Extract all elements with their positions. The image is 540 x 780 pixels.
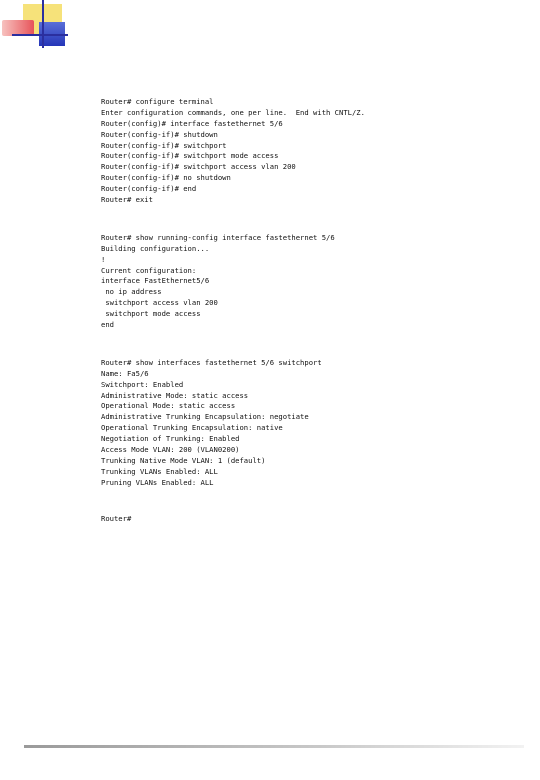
terminal-line: Current configuration:	[101, 265, 197, 275]
terminal-line: Trunking VLANs Enabled: ALL	[101, 466, 218, 476]
terminal-line: end	[101, 320, 114, 330]
terminal-line: interface FastEthernet5/6	[101, 276, 210, 286]
terminal-line: Pruning VLANs Enabled: ALL	[101, 477, 214, 487]
terminal-line: Operational Trunking Encapsulation: native	[101, 423, 283, 433]
terminal-line: Router# show interfaces fastethernet 5/6 switchport	[101, 357, 322, 367]
terminal-line: Router(config-if)# no shutdown	[101, 173, 231, 183]
slide-logo	[0, 0, 70, 50]
config-commands-block	[101, 97, 501, 206]
terminal-line: Operational Mode: static access	[101, 401, 236, 411]
terminal-line: Negotiation of Trunking: Enabled	[101, 434, 240, 444]
terminal-prompt: Router#	[101, 513, 132, 523]
terminal-line: no ip address	[101, 287, 162, 297]
terminal-line: Router(config-if)# shutdown	[101, 129, 218, 139]
terminal-line: Router# show running-config interface fastethernet 5/6	[101, 232, 335, 242]
terminal-line: Router(config-if)# switchport mode access	[101, 151, 279, 161]
terminal-line: Router# configure terminal	[101, 97, 214, 106]
terminal-line: Router(config-if)# switchport	[101, 140, 227, 150]
terminal-line: Administrative Trunking Encapsulation: negotiate	[101, 412, 309, 422]
terminal-line: Name: Fa5/6	[101, 368, 149, 378]
terminal-line: Trunking Native Mode VLAN: 1 (default)	[101, 455, 266, 465]
terminal-line: Router(config)# interface fastethernet 5/6	[101, 118, 283, 128]
footer-divider	[24, 745, 524, 748]
logo-vertical-line	[42, 0, 44, 48]
terminal-line: Switchport: Enabled	[101, 379, 184, 389]
terminal-line: Enter configuration commands, one per line. End with CNTL/Z.	[101, 107, 365, 117]
terminal-line: switchport access vlan 200	[101, 298, 218, 308]
terminal-output	[101, 97, 501, 525]
show-switchport-block	[101, 358, 501, 489]
prompt-block	[101, 514, 501, 525]
terminal-line: switchport mode access	[101, 309, 201, 319]
running-config-block	[101, 233, 501, 331]
terminal-line: Router# exit	[101, 195, 153, 205]
logo-horizontal-line	[12, 34, 68, 36]
terminal-line: Administrative Mode: static access	[101, 390, 249, 400]
terminal-line: Building configuration...	[101, 243, 210, 253]
terminal-line: Router(config-if)# end	[101, 184, 197, 194]
terminal-line: Router(config-if)# switchport access vlan 200	[101, 162, 296, 172]
terminal-line: !	[101, 254, 106, 264]
terminal-line: Access Mode VLAN: 200 (VLAN0200)	[101, 445, 240, 455]
